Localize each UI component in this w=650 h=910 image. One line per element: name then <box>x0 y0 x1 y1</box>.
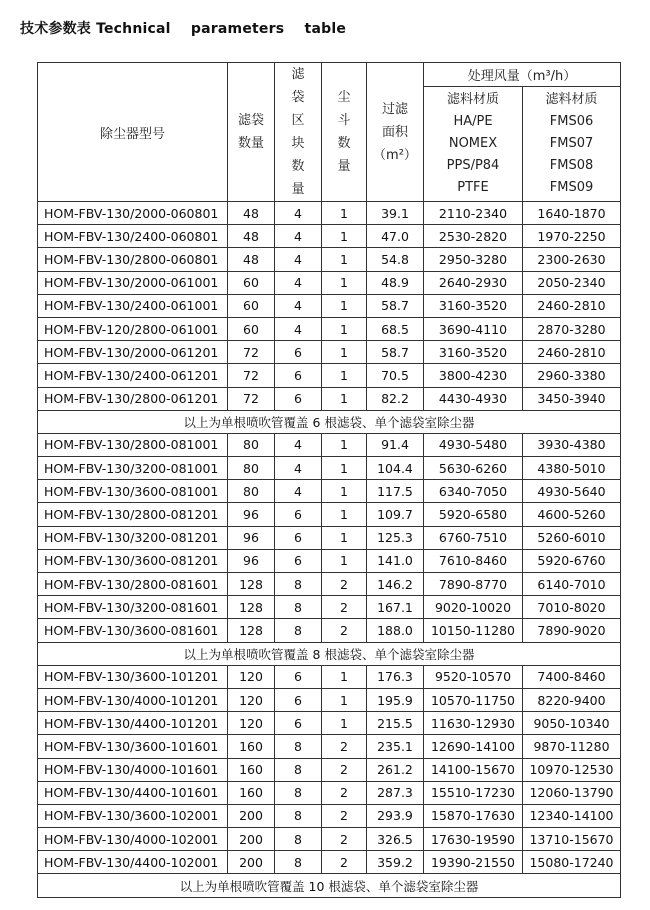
header-bag-zones-char: 袋 <box>291 90 305 105</box>
cell-bag-zones: 8 <box>275 735 322 758</box>
cell-model: HOM-FBV-130/4000-101201 <box>38 688 228 711</box>
cell-air-volume-a: 6760-7510 <box>424 526 523 549</box>
cell-bag-zones: 6 <box>275 712 322 735</box>
cell-air-volume-a: 12690-14100 <box>424 735 523 758</box>
group-note-row <box>38 410 621 433</box>
cell-bag-count: 80 <box>228 457 275 480</box>
cell-bag-zones: 6 <box>275 688 322 711</box>
header-hoppers-char: 尘 <box>337 90 351 105</box>
cell-air-volume-b: 2460-2810 <box>523 341 621 364</box>
cell-hoppers: 1 <box>322 433 367 456</box>
cell-hoppers: 1 <box>322 549 367 572</box>
cell-bag-count: 96 <box>228 503 275 526</box>
cell-air-volume-a: 15870-17630 <box>424 804 523 827</box>
cell-hoppers: 2 <box>322 781 367 804</box>
cell-bag-zones: 6 <box>275 665 322 688</box>
cell-filter-area: 58.7 <box>367 294 424 317</box>
cell-model: HOM-FBV-130/2800-060801 <box>38 248 228 271</box>
cell-model: HOM-FBV-130/4400-102001 <box>38 851 228 874</box>
cell-air-volume-b: 1640-1870 <box>523 202 621 225</box>
cell-model: HOM-FBV-130/2800-081601 <box>38 573 228 596</box>
cell-air-volume-a: 7890-8770 <box>424 573 523 596</box>
cell-bag-count: 128 <box>228 596 275 619</box>
cell-bag-count: 160 <box>228 735 275 758</box>
cell-bag-count: 48 <box>228 248 275 271</box>
cell-bag-count: 60 <box>228 271 275 294</box>
cell-hoppers: 1 <box>322 457 367 480</box>
cell-filter-area: 261.2 <box>367 758 424 781</box>
cell-filter-area: 326.5 <box>367 828 424 851</box>
header-material-b-line: FMS09 <box>549 179 594 195</box>
cell-filter-area: 58.7 <box>367 341 424 364</box>
table-row <box>38 735 621 758</box>
cell-air-volume-a: 19390-21550 <box>424 851 523 874</box>
cell-air-volume-b: 1970-2250 <box>523 225 621 248</box>
cell-filter-area: 47.0 <box>367 225 424 248</box>
cell-hoppers: 1 <box>322 665 367 688</box>
cell-bag-zones: 8 <box>275 851 322 874</box>
header-bag-count-line: 滤袋 <box>237 113 264 128</box>
cell-air-volume-a: 5630-6260 <box>424 457 523 480</box>
cell-air-volume-a: 6340-7050 <box>424 480 523 503</box>
table-row <box>38 804 621 827</box>
cell-air-volume-b: 7890-9020 <box>523 619 621 642</box>
table-row <box>38 665 621 688</box>
cell-air-volume-b: 4600-5260 <box>523 503 621 526</box>
cell-bag-count: 128 <box>228 619 275 642</box>
cell-filter-area: 68.5 <box>367 317 424 340</box>
cell-filter-area: 109.7 <box>367 503 424 526</box>
table-row <box>38 387 621 410</box>
cell-model: HOM-FBV-130/2000-060801 <box>38 202 228 225</box>
header-row-top <box>38 63 621 87</box>
cell-model: HOM-FBV-130/3600-101201 <box>38 665 228 688</box>
group-note: 以上为单根喷吹管覆盖 8 根滤袋、单个滤袋室除尘器 <box>38 642 621 665</box>
cell-bag-zones: 4 <box>275 294 322 317</box>
cell-hoppers: 1 <box>322 480 367 503</box>
cell-bag-zones: 4 <box>275 202 322 225</box>
cell-model: HOM-FBV-130/3600-101601 <box>38 735 228 758</box>
cell-air-volume-a: 10150-11280 <box>424 619 523 642</box>
header-bag-zones-char: 区 <box>291 113 305 128</box>
cell-air-volume-b: 4930-5640 <box>523 480 621 503</box>
cell-air-volume-a: 3160-3520 <box>424 341 523 364</box>
cell-bag-count: 80 <box>228 433 275 456</box>
table-row <box>38 526 621 549</box>
cell-air-volume-a: 2640-2930 <box>424 271 523 294</box>
cell-bag-zones: 8 <box>275 573 322 596</box>
cell-bag-zones: 4 <box>275 225 322 248</box>
cell-model: HOM-FBV-120/2800-061001 <box>38 317 228 340</box>
cell-air-volume-b: 2050-2340 <box>523 271 621 294</box>
cell-bag-zones: 4 <box>275 317 322 340</box>
cell-air-volume-a: 9520-10570 <box>424 665 523 688</box>
cell-hoppers: 2 <box>322 619 367 642</box>
cell-bag-count: 48 <box>228 202 275 225</box>
cell-filter-area: 48.9 <box>367 271 424 294</box>
cell-hoppers: 1 <box>322 526 367 549</box>
cell-hoppers: 1 <box>322 317 367 340</box>
cell-air-volume-b: 8220-9400 <box>523 688 621 711</box>
cell-bag-count: 96 <box>228 526 275 549</box>
header-filter-area-line: 面积 <box>381 124 408 140</box>
cell-filter-area: 293.9 <box>367 804 424 827</box>
table-row <box>38 341 621 364</box>
cell-air-volume-a: 15510-17230 <box>424 781 523 804</box>
cell-bag-count: 120 <box>228 688 275 711</box>
cell-air-volume-b: 3450-3940 <box>523 387 621 410</box>
header-hoppers-char: 数 <box>337 136 351 151</box>
cell-bag-zones: 8 <box>275 804 322 827</box>
cell-filter-area: 146.2 <box>367 573 424 596</box>
cell-bag-count: 80 <box>228 480 275 503</box>
cell-hoppers: 2 <box>322 573 367 596</box>
cell-hoppers: 1 <box>322 503 367 526</box>
cell-air-volume-a: 5920-6580 <box>424 503 523 526</box>
cell-air-volume-b: 15080-17240 <box>523 851 621 874</box>
group-note: 以上为单根喷吹管覆盖 10 根滤袋、单个滤袋室除尘器 <box>38 874 621 897</box>
header-bag-zones-char: 数 <box>291 159 305 174</box>
cell-air-volume-a: 10570-11750 <box>424 688 523 711</box>
table-row <box>38 619 621 642</box>
cell-bag-zones: 4 <box>275 457 322 480</box>
cell-bag-zones: 8 <box>275 758 322 781</box>
table-row <box>38 712 621 735</box>
cell-model: HOM-FBV-130/2400-061201 <box>38 364 228 387</box>
cell-air-volume-a: 17630-19590 <box>424 828 523 851</box>
cell-bag-zones: 6 <box>275 549 322 572</box>
cell-bag-zones: 6 <box>275 387 322 410</box>
cell-air-volume-a: 4430-4930 <box>424 387 523 410</box>
cell-hoppers: 2 <box>322 851 367 874</box>
cell-bag-zones: 8 <box>275 619 322 642</box>
cell-air-volume-b: 9870-11280 <box>523 735 621 758</box>
table-row <box>38 549 621 572</box>
cell-bag-zones: 4 <box>275 433 322 456</box>
cell-air-volume-b: 4380-5010 <box>523 457 621 480</box>
cell-bag-zones: 6 <box>275 341 322 364</box>
cell-air-volume-b: 9050-10340 <box>523 712 621 735</box>
header-filter-area <box>367 63 424 202</box>
cell-hoppers: 2 <box>322 596 367 619</box>
header-bag-zones-char: 滤 <box>291 67 305 82</box>
header-filter-area-line: （m²） <box>373 147 417 163</box>
cell-bag-count: 200 <box>228 851 275 874</box>
cell-air-volume-a: 11630-12930 <box>424 712 523 735</box>
header-material-b-line: FMS08 <box>549 157 594 173</box>
cell-bag-count: 72 <box>228 364 275 387</box>
header-material-a <box>424 86 523 202</box>
header-material-a-line: NOMEX <box>448 135 498 151</box>
cell-air-volume-b: 5920-6760 <box>523 549 621 572</box>
cell-filter-area: 359.2 <box>367 851 424 874</box>
table-row <box>38 596 621 619</box>
cell-bag-zones: 8 <box>275 596 322 619</box>
cell-filter-area: 141.0 <box>367 549 424 572</box>
table-row <box>38 317 621 340</box>
cell-filter-area: 91.4 <box>367 433 424 456</box>
cell-air-volume-b: 12340-14100 <box>523 804 621 827</box>
cell-bag-zones: 4 <box>275 271 322 294</box>
table-row <box>38 202 621 225</box>
cell-air-volume-a: 2110-2340 <box>424 202 523 225</box>
cell-model: HOM-FBV-130/4000-101601 <box>38 758 228 781</box>
table-row <box>38 457 621 480</box>
cell-hoppers: 1 <box>322 341 367 364</box>
cell-model: HOM-FBV-130/3200-081601 <box>38 596 228 619</box>
page-title: 技术参数表 Technical parameters table <box>20 21 347 37</box>
header-material-a-line: PPS/P84 <box>446 157 500 173</box>
cell-air-volume-a: 14100-15670 <box>424 758 523 781</box>
cell-air-volume-b: 3930-4380 <box>523 433 621 456</box>
table-body <box>38 63 621 898</box>
cell-hoppers: 2 <box>322 804 367 827</box>
cell-model: HOM-FBV-130/3600-081001 <box>38 480 228 503</box>
table-row <box>38 688 621 711</box>
cell-model: HOM-FBV-130/2000-061001 <box>38 271 228 294</box>
table-row <box>38 573 621 596</box>
cell-bag-count: 60 <box>228 317 275 340</box>
table-row <box>38 828 621 851</box>
cell-air-volume-b: 6140-7010 <box>523 573 621 596</box>
table-row <box>38 294 621 317</box>
cell-filter-area: 188.0 <box>367 619 424 642</box>
cell-air-volume-a: 2950-3280 <box>424 248 523 271</box>
cell-model: HOM-FBV-130/2800-081001 <box>38 433 228 456</box>
cell-air-volume-a: 2530-2820 <box>424 225 523 248</box>
cell-bag-count: 128 <box>228 573 275 596</box>
header-bag-zones <box>275 63 322 202</box>
cell-air-volume-b: 5260-6010 <box>523 526 621 549</box>
cell-filter-area: 104.4 <box>367 457 424 480</box>
table-row <box>38 433 621 456</box>
cell-air-volume-a: 7610-8460 <box>424 549 523 572</box>
cell-filter-area: 195.9 <box>367 688 424 711</box>
cell-bag-zones: 8 <box>275 781 322 804</box>
cell-model: HOM-FBV-130/2800-061201 <box>38 387 228 410</box>
table-row <box>38 480 621 503</box>
group-note-row <box>38 874 621 897</box>
header-material-b <box>523 86 621 202</box>
cell-hoppers: 1 <box>322 688 367 711</box>
cell-bag-zones: 6 <box>275 503 322 526</box>
header-material-a-line: PTFE <box>457 179 489 195</box>
group-note-row <box>38 642 621 665</box>
header-material-b-line: 滤料材质 <box>545 91 598 107</box>
cell-bag-count: 96 <box>228 549 275 572</box>
table-row <box>38 781 621 804</box>
cell-air-volume-a: 3800-4230 <box>424 364 523 387</box>
cell-air-volume-b: 13710-15670 <box>523 828 621 851</box>
cell-model: HOM-FBV-130/3200-081201 <box>38 526 228 549</box>
header-bag-count-line: 数量 <box>237 136 264 151</box>
cell-air-volume-b: 2870-3280 <box>523 317 621 340</box>
header-filter-area-line: 过滤 <box>381 101 408 117</box>
cell-bag-zones: 6 <box>275 526 322 549</box>
cell-air-volume-a: 3690-4110 <box>424 317 523 340</box>
cell-bag-count: 160 <box>228 758 275 781</box>
header-hoppers-char: 斗 <box>337 113 351 128</box>
header-bag-count <box>228 63 275 202</box>
cell-model: HOM-FBV-130/3600-081601 <box>38 619 228 642</box>
table-row <box>38 503 621 526</box>
cell-filter-area: 287.3 <box>367 781 424 804</box>
cell-air-volume-a: 3160-3520 <box>424 294 523 317</box>
header-material-b-line: FMS06 <box>549 113 594 129</box>
cell-filter-area: 167.1 <box>367 596 424 619</box>
cell-hoppers: 2 <box>322 758 367 781</box>
cell-bag-zones: 6 <box>275 364 322 387</box>
cell-hoppers: 1 <box>322 712 367 735</box>
cell-bag-count: 48 <box>228 225 275 248</box>
cell-model: HOM-FBV-130/4400-101601 <box>38 781 228 804</box>
cell-hoppers: 1 <box>322 202 367 225</box>
cell-air-volume-b: 7400-8460 <box>523 665 621 688</box>
cell-bag-zones: 4 <box>275 248 322 271</box>
cell-model: HOM-FBV-130/3200-081001 <box>38 457 228 480</box>
cell-air-volume-b: 10970-12530 <box>523 758 621 781</box>
table-row <box>38 758 621 781</box>
cell-filter-area: 117.5 <box>367 480 424 503</box>
cell-model: HOM-FBV-130/2400-061001 <box>38 294 228 317</box>
table-row <box>38 364 621 387</box>
header-air-volume: 处理风量（m³/h） <box>424 63 621 87</box>
table-row <box>38 851 621 874</box>
cell-model: HOM-FBV-130/2000-061201 <box>38 341 228 364</box>
cell-bag-zones: 4 <box>275 480 322 503</box>
cell-bag-count: 200 <box>228 804 275 827</box>
cell-hoppers: 1 <box>322 387 367 410</box>
cell-bag-count: 60 <box>228 294 275 317</box>
header-hoppers <box>322 63 367 202</box>
cell-air-volume-b: 12060-13790 <box>523 781 621 804</box>
cell-filter-area: 176.3 <box>367 665 424 688</box>
cell-filter-area: 235.1 <box>367 735 424 758</box>
cell-hoppers: 1 <box>322 364 367 387</box>
cell-bag-count: 160 <box>228 781 275 804</box>
cell-model: HOM-FBV-130/3600-102001 <box>38 804 228 827</box>
cell-model: HOM-FBV-130/2800-081201 <box>38 503 228 526</box>
cell-filter-area: 54.8 <box>367 248 424 271</box>
header-material-a-line: 滤料材质 <box>446 91 499 107</box>
cell-filter-area: 39.1 <box>367 202 424 225</box>
cell-model: HOM-FBV-130/2400-060801 <box>38 225 228 248</box>
group-note: 以上为单根喷吹管覆盖 6 根滤袋、单个滤袋室除尘器 <box>38 410 621 433</box>
cell-air-volume-b: 2460-2810 <box>523 294 621 317</box>
header-hoppers-char: 量 <box>337 159 351 174</box>
cell-bag-count: 72 <box>228 341 275 364</box>
cell-bag-count: 200 <box>228 828 275 851</box>
header-material-a-line: HA/PE <box>453 113 493 129</box>
header-bag-zones-char: 量 <box>291 182 305 197</box>
cell-air-volume-a: 4930-5480 <box>424 433 523 456</box>
cell-air-volume-a: 9020-10020 <box>424 596 523 619</box>
cell-air-volume-b: 7010-8020 <box>523 596 621 619</box>
cell-air-volume-b: 2300-2630 <box>523 248 621 271</box>
table-row <box>38 271 621 294</box>
cell-hoppers: 2 <box>322 735 367 758</box>
cell-model: HOM-FBV-130/3600-081201 <box>38 549 228 572</box>
table-row <box>38 225 621 248</box>
header-bag-zones-char: 块 <box>291 136 305 151</box>
header-material-b-line: FMS07 <box>549 135 594 151</box>
technical-parameters-table <box>37 62 621 898</box>
cell-hoppers: 2 <box>322 828 367 851</box>
table-row <box>38 248 621 271</box>
cell-bag-count: 120 <box>228 712 275 735</box>
cell-filter-area: 70.5 <box>367 364 424 387</box>
cell-bag-count: 120 <box>228 665 275 688</box>
cell-filter-area: 82.2 <box>367 387 424 410</box>
cell-filter-area: 215.5 <box>367 712 424 735</box>
cell-filter-area: 125.3 <box>367 526 424 549</box>
cell-bag-count: 72 <box>228 387 275 410</box>
cell-air-volume-b: 2960-3380 <box>523 364 621 387</box>
cell-hoppers: 1 <box>322 225 367 248</box>
cell-hoppers: 1 <box>322 248 367 271</box>
header-model: 除尘器型号 <box>38 63 228 202</box>
cell-hoppers: 1 <box>322 271 367 294</box>
cell-model: HOM-FBV-130/4400-101201 <box>38 712 228 735</box>
cell-bag-zones: 8 <box>275 828 322 851</box>
cell-hoppers: 1 <box>322 294 367 317</box>
cell-model: HOM-FBV-130/4000-102001 <box>38 828 228 851</box>
